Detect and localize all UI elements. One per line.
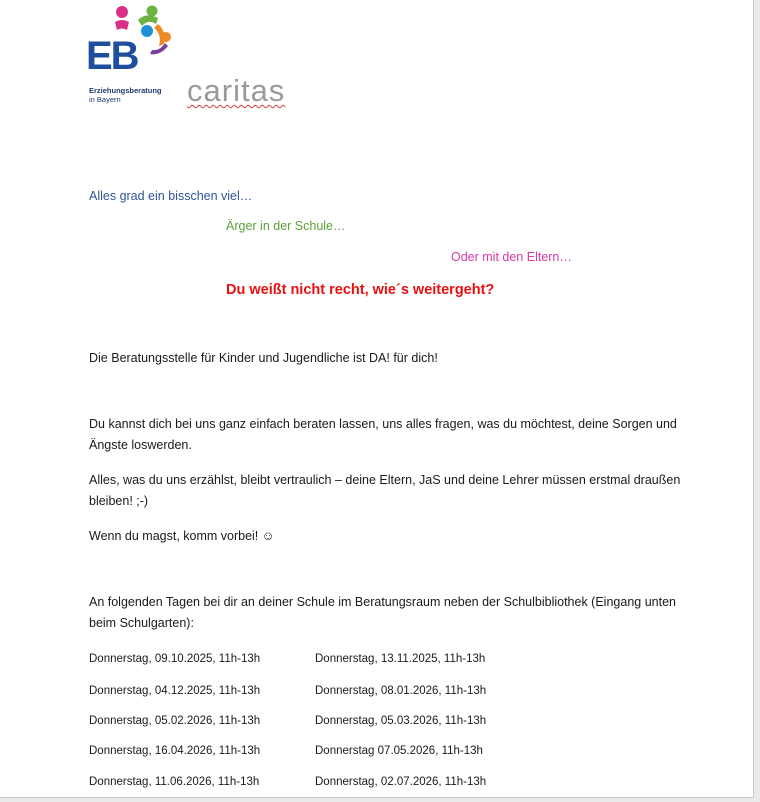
date-item: Donnerstag, 04.12.2025, 11h-13h bbox=[89, 685, 261, 697]
eb-caritas-logo bbox=[86, 2, 316, 122]
eb-logo-text: EB bbox=[86, 34, 138, 78]
date-item: Donnerstag, 13.11.2025, 11h-13h bbox=[315, 653, 486, 665]
date-item: Donnerstag 07.05.2026, 11h-13h bbox=[315, 745, 483, 757]
paragraph-3: Alles, was du uns erzählst, bleibt vertraulich – deine Eltern, JaS und deine Lehrer müssen erstmal draußen bleiben! ;-) bbox=[89, 473, 681, 508]
headline: Du weißt nicht recht, wie´s weitergeht? bbox=[226, 282, 495, 298]
date-item: Donnerstag, 16.04.2026, 11h-13h bbox=[89, 745, 261, 757]
date-item: Donnerstag, 09.10.2025, 11h-13h bbox=[89, 653, 261, 665]
paragraph-1: Die Beratungsstelle für Kinder und Jugendliche ist DA! für dich! bbox=[89, 351, 438, 365]
date-item: Donnerstag, 05.03.2026, 11h-13h bbox=[315, 715, 487, 727]
date-item: Donnerstag, 02.07.2026, 11h-13h bbox=[315, 776, 487, 788]
paragraph-2: Du kannst dich bei uns ganz einfach beraten lassen, uns alles fragen, was du möchtest, deine Sorgen und Ängste loswerden. bbox=[89, 417, 677, 452]
logo-subtitle-line1: Erziehungsberatung bbox=[89, 86, 162, 95]
paragraph-5: An folgenden Tagen bei dir an deiner Schule im Beratungsraum neben der Schulbibliothek (Eingang unten beim Schulgarten): bbox=[89, 595, 676, 630]
date-item: Donnerstag, 11.06.2026, 11h-13h bbox=[89, 776, 260, 788]
date-item: Donnerstag, 05.02.2026, 11h-13h bbox=[89, 715, 261, 727]
date-item: Donnerstag, 08.01.2026, 11h-13h bbox=[315, 685, 487, 697]
intro-line-2: Ärger in der Schule… bbox=[226, 219, 346, 233]
logo-subtitle-line2: in Bayern bbox=[89, 95, 121, 104]
paragraph-4: Wenn du magst, komm vorbei! ☺ bbox=[89, 529, 275, 543]
intro-line-1: Alles grad ein bisschen viel… bbox=[89, 189, 253, 203]
caritas-logo-text: caritas bbox=[187, 73, 286, 108]
intro-line-3: Oder mit den Eltern… bbox=[451, 250, 572, 264]
